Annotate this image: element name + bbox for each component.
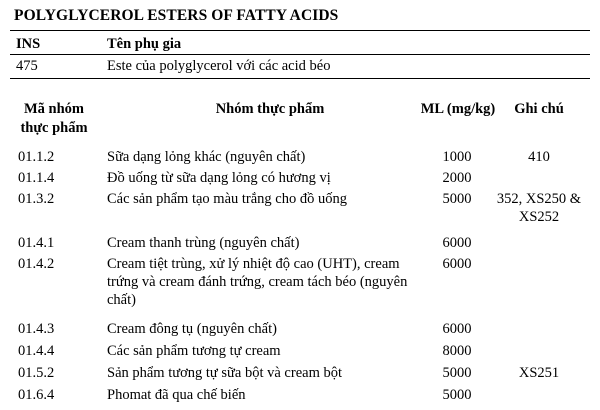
table-header-ml: ML (mg/kg) — [420, 101, 496, 117]
additive-name-value: Este của polyglycerol với các acid béo — [107, 58, 331, 74]
row-code: 01.1.4 — [18, 170, 55, 186]
document-title: POLYGLYCEROL ESTERS OF FATTY ACIDS — [14, 7, 339, 24]
row-group: Các sản phẩm tương tự cream — [107, 343, 281, 359]
row-code: 01.6.4 — [18, 387, 55, 403]
row-code: 01.4.2 — [18, 256, 55, 272]
row-code: 01.1.2 — [18, 149, 55, 165]
title-divider — [10, 30, 590, 31]
row-group: Các sản phẩm tạo màu trắng cho đồ uống — [107, 191, 347, 207]
row-group: Đồ uống từ sữa dạng lỏng có hương vị — [107, 170, 331, 186]
row-ml: 5000 — [442, 365, 472, 381]
row-ml: 6000 — [442, 235, 472, 251]
row-code: 01.4.1 — [18, 235, 55, 251]
row-ml: 6000 — [442, 321, 472, 337]
row-note: XS251 — [518, 365, 560, 381]
table-header-note: Ghi chú — [514, 101, 564, 117]
row-group: Sữa dạng lỏng khác (nguyên chất) — [107, 149, 306, 165]
row-note: 352, XS250 & XS252 — [496, 191, 582, 225]
row-ml: 1000 — [442, 149, 472, 165]
row-group: Cream tiệt trùng, xử lý nhiệt độ cao (UHT), cream trứng và cream đánh trứng, cream tách béo (nguyên chất) — [107, 256, 408, 308]
row-ml: 8000 — [442, 343, 472, 359]
table-header-group: Nhóm thực phẩm — [215, 101, 325, 117]
row-note: 410 — [528, 149, 550, 165]
row-group: Phomat đã qua chế biến — [107, 387, 246, 403]
table-header-code: Mã nhóm thực phẩm — [20, 101, 88, 136]
ins-header: INS — [16, 36, 41, 52]
additive-name-header: Tên phụ gia — [107, 36, 182, 52]
row-code: 01.3.2 — [18, 191, 55, 207]
row-ml: 5000 — [442, 387, 472, 403]
row-code: 01.5.2 — [18, 365, 55, 381]
row-code: 01.4.4 — [18, 343, 55, 359]
info-divider — [10, 78, 590, 79]
row-code: 01.4.3 — [18, 321, 55, 337]
row-ml: 5000 — [442, 191, 472, 207]
ins-value: 475 — [16, 58, 38, 74]
row-ml: 6000 — [442, 256, 472, 272]
row-ml: 2000 — [442, 170, 472, 186]
row-group: Cream thanh trùng (nguyên chất) — [107, 235, 300, 251]
row-group: Cream đông tụ (nguyên chất) — [107, 321, 277, 337]
row-group: Sản phẩm tương tự sữa bột và cream bột — [107, 365, 343, 381]
info-header-divider — [10, 54, 590, 55]
